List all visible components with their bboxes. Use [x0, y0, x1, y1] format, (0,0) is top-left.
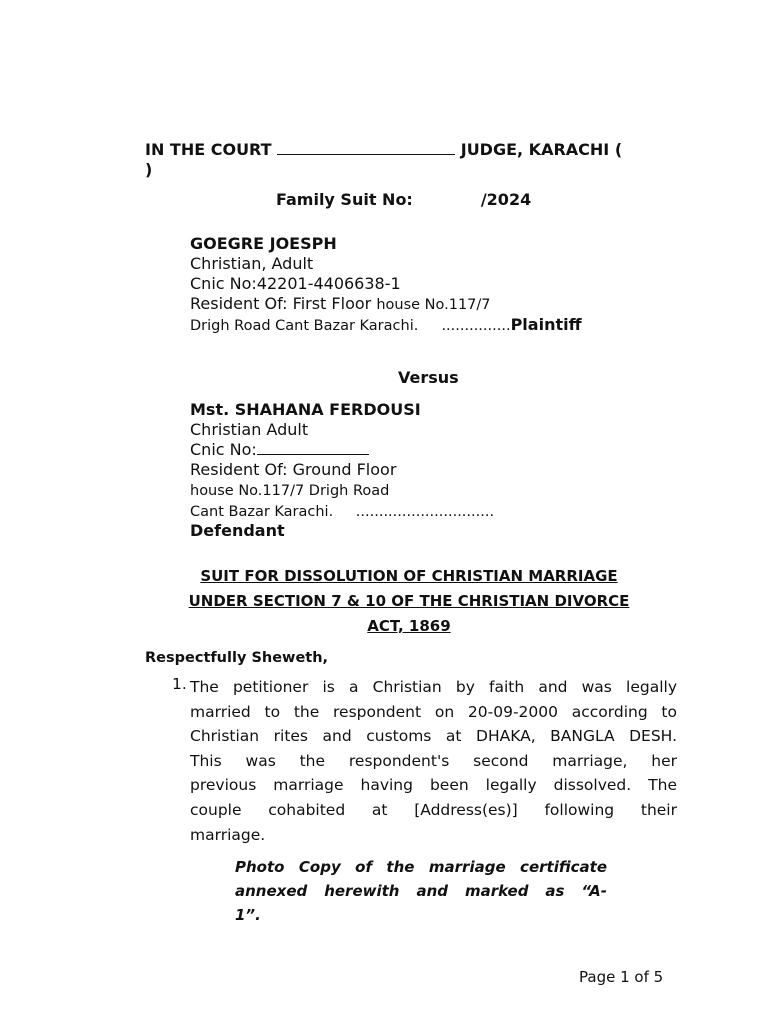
suit-title-line-3: ACT, 1869	[367, 617, 451, 635]
annexure-line: Photo Copy of the marriage certificate	[235, 858, 607, 876]
court-close: )	[145, 160, 153, 179]
annexure-note	[235, 855, 607, 927]
defendant-address-line1: house No.117/7 Drigh Road	[190, 483, 390, 499]
plaintiff-address-line	[190, 315, 582, 336]
suit-label: Family Suit No:	[276, 190, 413, 209]
defendant-address-part2: Cant Bazar Karachi.	[190, 504, 334, 520]
paragraph-line: married to the respondent on 20-09-2000 according to	[190, 702, 677, 721]
plaintiff-cnic: Cnic No:42201-4406638-1	[190, 274, 401, 293]
defendant-cnic-label: Cnic No:	[190, 440, 257, 459]
versus-label: Versus	[398, 368, 459, 387]
court-heading	[145, 140, 685, 180]
suit-title-line-1: SUIT FOR DISSOLUTION OF CHRISTIAN MARRIAGE	[200, 567, 618, 585]
plaintiff-role: Plaintiff	[510, 315, 582, 334]
defendant-address-line2	[190, 502, 494, 522]
paragraph-line: This was the respondent's second marriage, her	[190, 751, 677, 770]
annexure-line: annexed herewith and marked as “A-	[235, 882, 607, 900]
defendant-name: Mst. SHAHANA FERDOUSI	[190, 400, 421, 419]
paragraph-1	[190, 675, 677, 847]
suit-year: /2024	[480, 190, 532, 209]
plaintiff-name: GOEGRE JOESPH	[190, 234, 337, 253]
court-name-blank	[277, 142, 455, 155]
plaintiff-resident	[190, 294, 491, 315]
plaintiff-resident-label: Resident Of: First Floor	[190, 294, 372, 313]
plaintiff-religion: Christian, Adult	[190, 254, 314, 273]
plaintiff-dots: ...............	[441, 318, 511, 334]
defendant-dots: ..............................	[355, 504, 495, 520]
defendant-resident: Resident Of: Ground Floor	[190, 460, 397, 479]
paragraph-line: previous marriage having been legally dissolved. The	[190, 776, 677, 795]
defendant-cnic	[190, 440, 369, 460]
defendant-religion: Christian Adult	[190, 420, 309, 439]
plaintiff-address-part2: Drigh Road Cant Bazar Karachi.	[190, 318, 419, 334]
defendant-role: Defendant	[190, 521, 285, 540]
paragraph-number: 1.	[172, 675, 187, 693]
suit-number	[276, 190, 531, 209]
paragraph-line: marriage.	[190, 825, 266, 844]
suit-title-line-2: UNDER SECTION 7 & 10 OF THE CHRISTIAN DIVORCE	[188, 592, 630, 610]
defendant-cnic-blank	[257, 442, 369, 455]
page-number: Page 1 of 5	[579, 968, 664, 986]
paragraph-line: couple cohabited at [Address(es)] following their	[190, 800, 677, 819]
court-prefix: IN THE COURT	[145, 140, 272, 159]
paragraph-line: The petitioner is a Christian by faith and was legally	[190, 678, 677, 696]
annexure-line: 1”.	[235, 906, 261, 924]
court-suffix: JUDGE, KARACHI (	[460, 140, 623, 159]
plaintiff-address-part1: house No.117/7	[376, 297, 491, 313]
salutation: Respectfully Sheweth,	[145, 650, 329, 666]
paragraph-line: Christian rites and customs at DHAKA, BANGLA DESH.	[190, 727, 677, 746]
